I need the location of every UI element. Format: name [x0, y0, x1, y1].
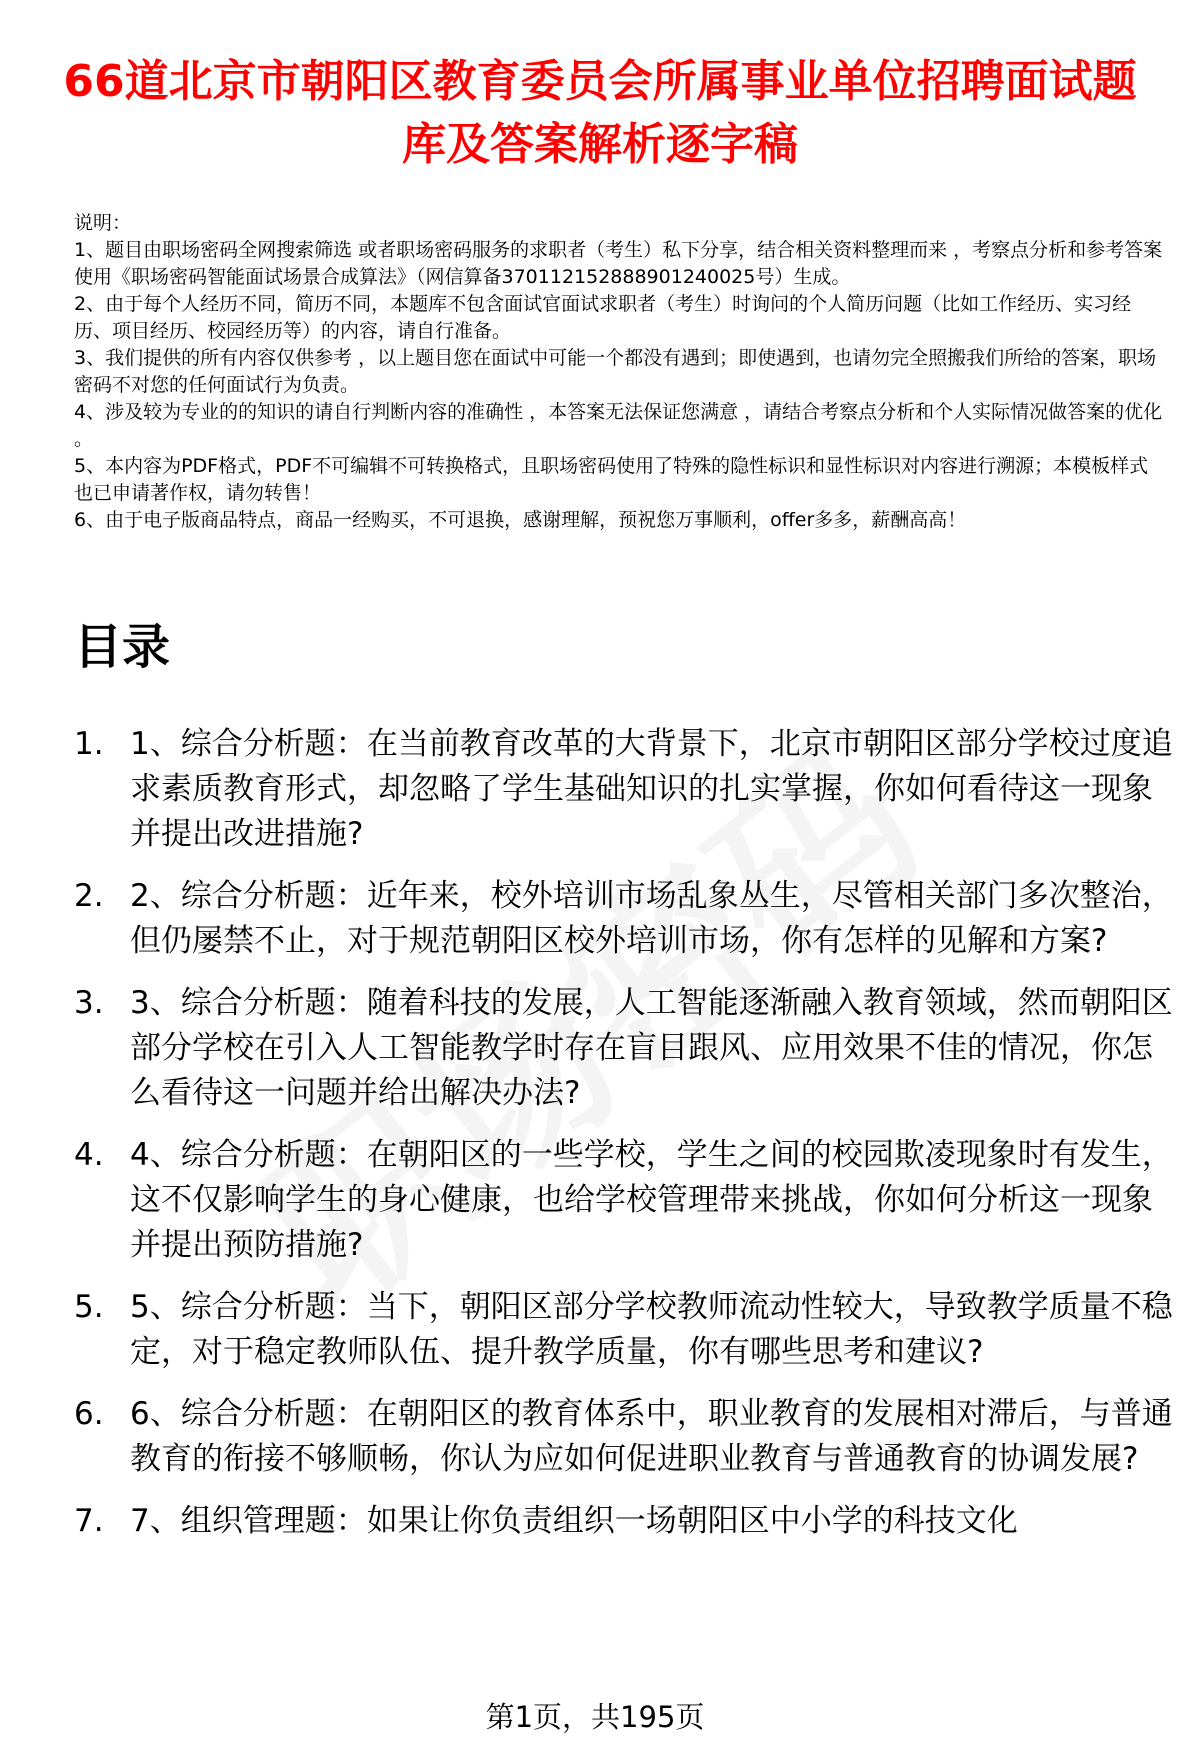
toc-item-text: 7、组织管理题：如果让你负责组织一场朝阳区中小学的科技文化 — [130, 1503, 1018, 1539]
note-item-5: 5、本内容为PDF格式，PDF不可编辑不可转换格式，且职场密码使用了特殊的隐性标识和显性标识对内容进行溯源；本模板样式也已申请著作权，请勿转售！ — [74, 455, 1149, 504]
toc-item-4[interactable] — [74, 1133, 1174, 1268]
note-item-4: 4、涉及较为专业的的知识的请自行判断内容的准确性 ，本答案无法保证您满意 ，请结合考察点分析和个人实际情况做答案的优化 。 — [74, 401, 1163, 450]
toc-item-text: 3、综合分析题：随着科技的发展，人工智能逐渐融入教育领域，然而朝阳区部分学校在引入人工智能教学时存在盲目跟风、应用效果不佳的情况，你怎么看待这一问题并给出解决办法? — [130, 985, 1173, 1111]
toc-item-5[interactable] — [74, 1285, 1174, 1375]
page-number-footer: 第1页，共195页 — [485, 1700, 705, 1734]
toc-heading: 目录 — [74, 619, 171, 675]
toc-item-number: 7. — [74, 1503, 104, 1539]
notes-heading: 说明： — [74, 212, 132, 234]
toc-item-text: 6、综合分析题：在朝阳区的教育体系中，职业教育的发展相对滞后，与普通教育的衔接不够顺畅，你认为应如何促进职业教育与普通教育的协调发展? — [130, 1396, 1173, 1477]
document-title: 66道北京市朝阳区教育委员会所属事业单位招聘面试题库及答案解析逐字稿 — [63, 56, 1137, 170]
toc-item-3[interactable] — [74, 981, 1174, 1116]
toc-item-number: 5. — [74, 1289, 104, 1325]
toc-item-number: 2. — [74, 878, 104, 914]
toc-item-1[interactable] — [74, 722, 1174, 857]
toc-item-number: 1. — [74, 726, 104, 762]
toc-list — [74, 722, 1174, 1561]
toc-item-text: 5、综合分析题：当下，朝阳区部分学校教师流动性较大，导致教学质量不稳定，对于稳定教师队伍、提升教学质量，你有哪些思考和建议? — [130, 1289, 1173, 1370]
note-item-2: 2、由于每个人经历不同，简历不同，本题库不包含面试官面试求职者（考生）时询问的个人简历问题（比如工作经历、实习经历、项目经历、校园经历等）的内容，请自行准备。 — [74, 293, 1132, 342]
note-item-6: 6、由于电子版商品特点，商品一经购买，不可退换，感谢理解，预祝您万事顺利，offer多多，薪酬高高！ — [74, 509, 967, 531]
toc-item-text: 2、综合分析题：近年来，校外培训市场乱象丛生，尽管相关部门多次整治，但仍屡禁不止，对于规范朝阳区校外培训市场，你有怎样的见解和方案? — [130, 878, 1173, 959]
toc-item-2[interactable] — [74, 874, 1174, 964]
toc-item-7[interactable] — [74, 1499, 1174, 1544]
toc-item-number: 3. — [74, 985, 104, 1021]
note-item-1: 1、题目由职场密码全网搜索筛选 或者职场密码服务的求职者（考生）私下分享，结合相关资料整理而来 ，考察点分析和参考答案使用《职场密码智能面试场景合成算法》（网信算备370112152888901240025号）生成。 — [74, 239, 1163, 288]
notes-section — [74, 210, 1164, 534]
note-item-3: 3、我们提供的所有内容仅供参考 ，以上题目您在面试中可能一个都没有遇到；即使遇到，也请勿完全照搬我们所给的答案，职场密码不对您的任何面试行为负责。 — [74, 347, 1157, 396]
toc-item-number: 6. — [74, 1396, 104, 1432]
toc-item-text: 4、综合分析题：在朝阳区的一些学校，学生之间的校园欺凌现象时有发生，这不仅影响学生的身心健康，也给学校管理带来挑战，你如何分析这一现象并提出预防措施? — [130, 1137, 1173, 1263]
toc-item-number: 4. — [74, 1137, 104, 1173]
toc-item-text: 1、综合分析题：在当前教育改革的大背景下，北京市朝阳区部分学校过度追求素质教育形式，却忽略了学生基础知识的扎实掌握，你如何看待这一现象并提出改进措施? — [130, 726, 1173, 852]
toc-item-6[interactable] — [74, 1392, 1174, 1482]
